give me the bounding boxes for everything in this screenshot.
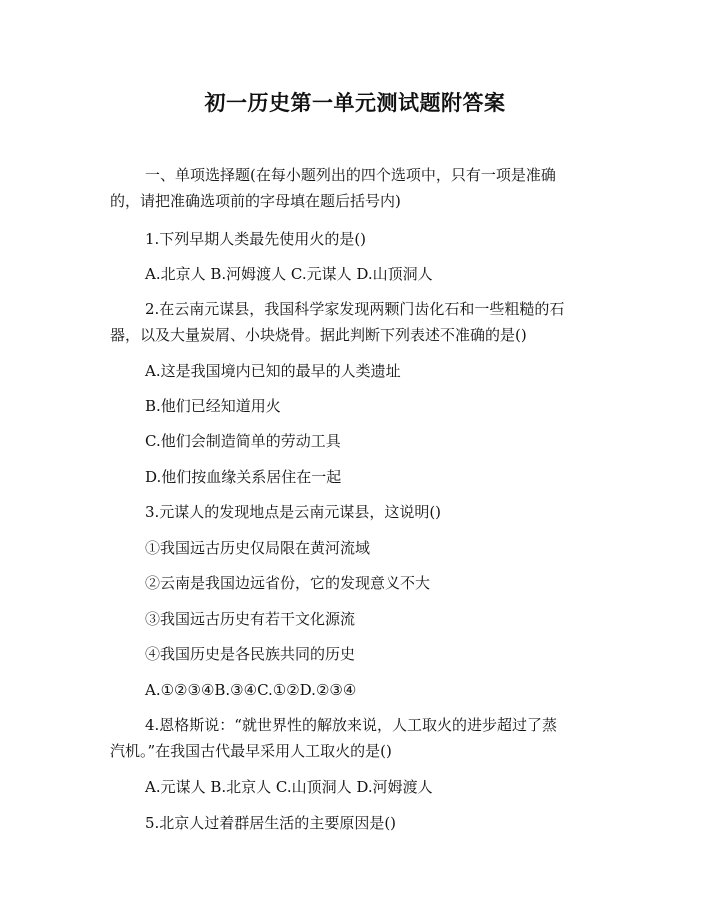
section-instructions (110, 162, 605, 214)
question-3-statement-1: ①我国远古历史仅局限在黄河流域 (145, 539, 371, 557)
question-4-line-2: 汽机。”在我国古代最早采用人工取火的是() (110, 742, 392, 760)
question-3-statement-2: ②云南是我国边远省份，它的发现意义不大 (145, 574, 431, 592)
question-4-line-1: 4.恩格斯说：“就世界性的解放来说，人工取火的进步超过了蒸 (145, 716, 557, 734)
question-3-stem: 3.元谋人的发现地点是云南元谋县，这说明() (145, 503, 442, 521)
question-3-statement-3: ③我国远古历史有若干文化源流 (145, 610, 356, 628)
section-instructions-line-1: 一、单项选择题(在每小题列出的四个选项中，只有一项是准确 (145, 166, 556, 184)
question-2-line-1: 2.在云南元谋县，我国科学家发现两颗门齿化石和一些粗糙的石 (145, 300, 565, 318)
question-2-option-b: B.他们已经知道用火 (145, 397, 281, 415)
question-1-options: A.北京人 B.河姆渡人 C.元谋人 D.山顶洞人 (145, 265, 433, 283)
question-3-options: A.①②③④B.③④C.①②D.②③④ (145, 681, 357, 699)
question-2-stem (110, 296, 605, 348)
question-4-stem (110, 712, 605, 764)
question-3-statement-4: ④我国历史是各民族共同的历史 (145, 645, 356, 663)
question-1-stem: 1.下列早期人类最先使用火的是() (145, 230, 367, 248)
question-2-option-a: A.这是我国境内已知的最早的人类遗址 (145, 362, 401, 380)
question-5-stem: 5.北京人过着群居生活的主要原因是() (145, 814, 397, 832)
document-title: 初一历史第一单元测试题附答案 (204, 91, 506, 115)
question-4-options: A.元谋人 B.北京人 C.山顶洞人 D.河姆渡人 (145, 778, 433, 796)
question-2-option-d: D.他们按血缘关系居住在一起 (145, 468, 342, 486)
section-instructions-line-2: 的，请把准确选项前的字母填在题后括号内) (110, 192, 401, 210)
question-2-option-c: C.他们会制造简单的劳动工具 (145, 432, 341, 450)
question-2-line-2: 器，以及大量炭屑、小块烧骨。据此判断下列表述不准确的是() (110, 326, 527, 344)
